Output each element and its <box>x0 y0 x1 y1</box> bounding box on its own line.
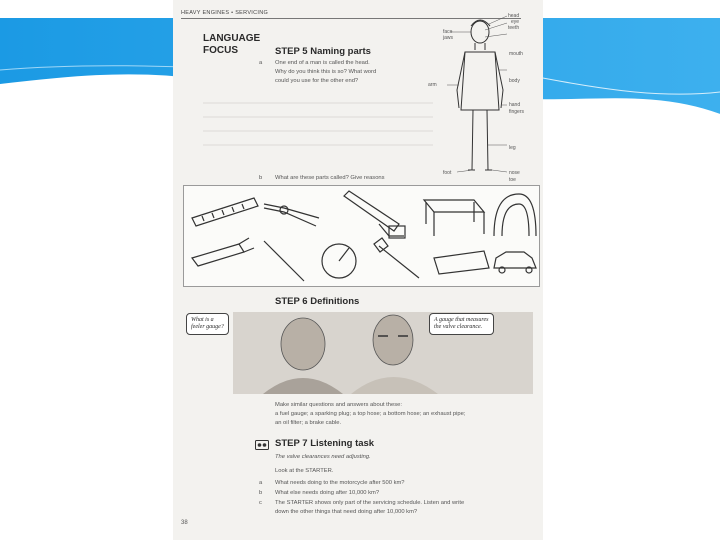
textbook-page <box>173 0 543 540</box>
label-toe: toe <box>509 177 516 183</box>
label-teeth: teeth <box>508 25 520 31</box>
language-focus-title: LANGUAGE <box>203 33 261 44</box>
label-eye: eye <box>511 19 520 25</box>
step5-title: STEP 5 Naming parts <box>275 46 371 57</box>
label-face: face <box>443 29 453 35</box>
step7-item-a-label: a <box>259 480 263 486</box>
step5-b-label: b <box>259 175 263 181</box>
step6-instruction-2: a fuel gauge; a sparking plug; a top hose; a bottom hose; an exhaust pipe; <box>275 411 466 417</box>
step6-title: STEP 6 Definitions <box>275 296 360 307</box>
writing-lines <box>203 95 433 170</box>
step7-subtitle: The valve clearances need adjusting. <box>275 454 371 460</box>
cassette-icon <box>255 440 269 450</box>
step5-a-label: a <box>259 60 263 66</box>
step7-title: STEP 7 Listening task <box>275 438 375 449</box>
step5-a-line2: Why do you think this is so? What word <box>275 69 377 75</box>
step7-item-b-label: b <box>259 490 263 496</box>
label-leg: leg <box>509 145 516 151</box>
step7-item-b-text: What else needs doing after 10,000 km? <box>275 490 380 496</box>
label-fingers: fingers <box>509 109 525 115</box>
label-jaws: jaws <box>443 35 454 41</box>
tools-panel <box>183 185 540 287</box>
tool-drawings <box>184 186 539 286</box>
step5-a-line3: could you use for the other end? <box>275 78 359 84</box>
bubble-question-line1: What is a <box>191 317 214 323</box>
step5-b-text: What are these parts called? Give reasons <box>275 175 385 181</box>
page-number: 38 <box>181 520 188 526</box>
label-mouth: mouth <box>509 51 523 57</box>
step6-instruction-1: Make similar questions and answers about these: <box>275 402 402 408</box>
label-nose: nose <box>509 170 520 176</box>
label-body: body <box>509 78 520 84</box>
step5-a-line1: One end of a man is called the head. <box>275 60 370 66</box>
label-hand: hand <box>509 102 521 108</box>
step7-continuation: down the other things that need doing after 10,000 km? <box>275 509 418 515</box>
step7-look: Look at the STARTER. <box>275 468 334 474</box>
running-head: HEAVY ENGINES • SERVICING <box>181 10 269 16</box>
label-arm: arm <box>428 82 437 88</box>
step7-item-a-text: What needs doing to the motorcycle after 500 km? <box>275 480 405 486</box>
step6-instruction-3: an oil filter; a brake cable. <box>275 420 342 426</box>
bubble-answer-line1: A gauge that measures <box>434 317 489 323</box>
bubble-question-line2: feeler gauge? <box>191 324 224 331</box>
label-head: head <box>508 13 520 19</box>
speech-bubble-answer <box>429 313 494 335</box>
bubble-answer-line2: the valve clearance. <box>434 324 483 331</box>
label-foot: foot <box>443 170 452 176</box>
speech-bubble-question <box>186 313 229 335</box>
step7-item-c-text: The STARTER shows only part of the servicing schedule. Listen and write <box>275 500 465 506</box>
language-focus-title-2: FOCUS <box>203 45 238 56</box>
step7-item-c-label: c <box>259 500 262 506</box>
